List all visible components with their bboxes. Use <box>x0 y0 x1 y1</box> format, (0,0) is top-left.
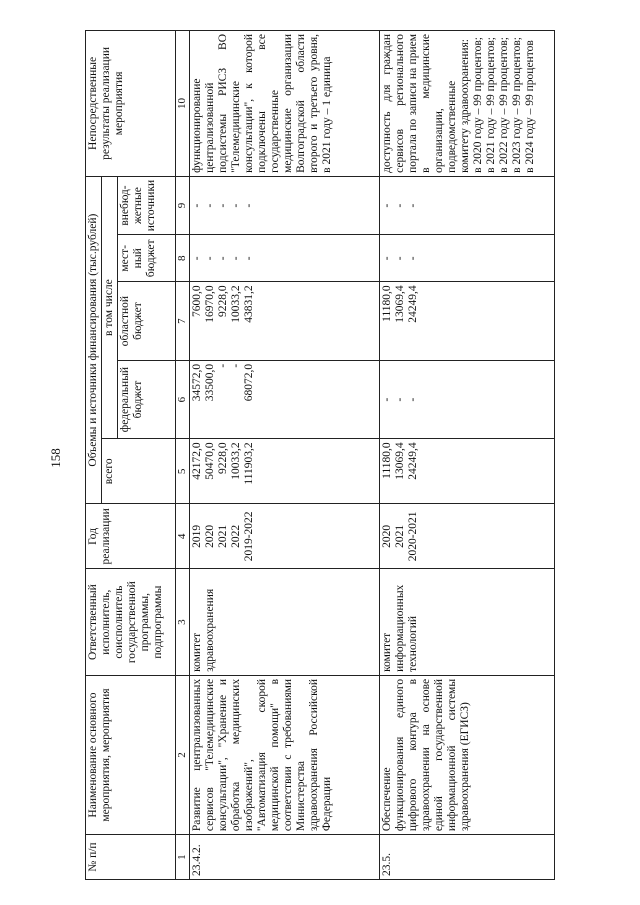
total-value: 111903,2 <box>243 442 255 485</box>
column-number: 10 <box>176 31 190 177</box>
regional-value: 16970,0 <box>204 285 216 323</box>
header-name: Наименование основного мероприятия, мероприятия <box>86 675 176 834</box>
regional-value: 7600,0 <box>191 285 203 317</box>
column-number: 4 <box>176 504 190 569</box>
federal-value: - <box>407 397 419 402</box>
federal-value: - <box>394 397 406 402</box>
local-value: - <box>191 256 203 261</box>
row-activity-name: Развитие централизованных сервисов "Телемедицинские консультации", "Хранение и обработка медицинских изображений", "Автоматизация скорой медицинской помощи" в соответствии с требованиями Министерства здравоохранения Российской Федерации <box>190 675 380 834</box>
extra-value: - <box>230 203 242 208</box>
total-value: 11180,0 <box>381 442 393 479</box>
extra-value: - <box>394 203 406 208</box>
extra-value: - <box>381 203 393 208</box>
result-line: в 2021 году – 99 процентов; <box>485 37 497 173</box>
row-total <box>380 439 555 504</box>
year-value: 2019 <box>191 524 203 548</box>
result-line: в 2022 году – 99 процентов; <box>498 37 510 173</box>
result-line: в 2023 году – 99 процентов; <box>511 37 523 173</box>
column-number: 8 <box>176 235 190 282</box>
federal-value: - <box>230 363 242 368</box>
federal-value: 68072,0 <box>243 363 255 402</box>
total-value: 24249,4 <box>407 442 419 480</box>
row-executor: комитет здравоохранения <box>190 569 380 676</box>
federal-value: 34572,0 <box>191 363 203 402</box>
row-activity-name: Обеспечение функционирования единого цифрового контура в здравоохранении на основе единой государственной информационной системы здравоохранения (ЕГИСЗ) <box>380 675 555 834</box>
row-executor: комитет информационных технологий <box>380 569 555 676</box>
row-federal <box>380 360 555 439</box>
total-value: 10033,2 <box>230 442 242 480</box>
local-value: - <box>381 256 393 261</box>
federal-value: - <box>381 397 393 402</box>
federal-value: - <box>217 363 229 368</box>
result-line: доступность для граждан сервисов регионального портала по записи на прием в медицинские организации, подведомственные комитету здравоохранения: <box>381 34 471 173</box>
row-result <box>380 31 555 177</box>
year-value: 2021 <box>394 524 406 548</box>
year-value: 2021 <box>217 524 229 548</box>
extra-value: - <box>407 203 419 208</box>
local-value: - <box>407 256 419 261</box>
row-regional <box>380 282 555 361</box>
total-value: 9228,0 <box>217 442 229 474</box>
row-years <box>380 504 555 569</box>
financing-table <box>85 30 555 880</box>
regional-value: 10033,2 <box>230 285 242 323</box>
result-line: в 2020 году – 99 процентов; <box>472 37 484 173</box>
column-number: 6 <box>176 360 190 439</box>
row-local <box>190 235 380 282</box>
year-value: 2020-2021 <box>407 511 419 562</box>
total-value: 13069,4 <box>394 442 406 480</box>
result-line: в 2024 году – 99 процентов <box>524 40 536 173</box>
table-row <box>190 31 380 880</box>
federal-value: 33500,0 <box>204 363 216 402</box>
header-year: Год реализации <box>86 504 176 569</box>
total-value: 50470,0 <box>204 442 216 480</box>
regional-value: 43831,2 <box>243 285 255 323</box>
column-number: 3 <box>176 569 190 676</box>
header-financing: Объемы и источники финансирования (тыс.рублей) <box>86 176 102 504</box>
extra-value: - <box>204 203 216 208</box>
local-value: - <box>243 256 255 261</box>
year-value: 2020 <box>381 524 393 548</box>
regional-value: 9228,0 <box>217 285 229 317</box>
column-number: 1 <box>176 835 190 880</box>
regional-value: 24249,4 <box>407 285 419 323</box>
rotated-table-container <box>85 30 600 880</box>
header-total: всего <box>102 439 176 504</box>
row-regional <box>190 282 380 361</box>
extra-value: - <box>217 203 229 208</box>
extra-value: - <box>243 203 255 208</box>
local-value: - <box>217 256 229 261</box>
row-extra <box>380 176 555 234</box>
total-value: 42172,0 <box>191 442 203 480</box>
header-executor: Ответственный исполнитель, соисполнитель государственной программы, подпрограммы <box>86 569 176 676</box>
row-number: 23.5. <box>380 835 555 880</box>
local-value: - <box>230 256 242 261</box>
header-local: мест- ный бюджет <box>118 235 176 282</box>
row-federal <box>190 360 380 439</box>
row-result: функционирование централизованной подсистемы РИСЗ ВО "Телемедицинские консультации", к которой подключены все государственные медицинские организации Волгоградской области второго и третьего уровня, в 2021 году – 1 единица <box>190 31 380 177</box>
header-extra: внебюд- жетные источники <box>118 176 176 234</box>
extra-value: - <box>191 203 203 208</box>
year-value: 2022 <box>230 524 242 548</box>
column-number: 7 <box>176 282 190 361</box>
column-number: 9 <box>176 176 190 234</box>
header-federal: федеральный бюджет <box>118 360 176 439</box>
page-number: 158 <box>48 448 63 468</box>
row-extra <box>190 176 380 234</box>
column-number: 2 <box>176 675 190 834</box>
year-value: 2019-2022 <box>243 511 255 562</box>
header-num: № п/п <box>86 835 176 880</box>
local-value: - <box>204 256 216 261</box>
row-total <box>190 439 380 504</box>
year-value: 2020 <box>204 524 216 548</box>
local-value: - <box>394 256 406 261</box>
row-local <box>380 235 555 282</box>
header-regional: областной бюджет <box>118 282 176 361</box>
regional-value: 13069,4 <box>394 285 406 323</box>
regional-value: 11180,0 <box>381 285 393 322</box>
row-years <box>190 504 380 569</box>
row-number: 23.4.2. <box>190 835 380 880</box>
column-number: 5 <box>176 439 190 504</box>
header-including: в том числе <box>102 176 118 438</box>
table-row <box>380 31 555 880</box>
header-result: Непосредственные результаты реализации мероприятия <box>86 31 176 177</box>
